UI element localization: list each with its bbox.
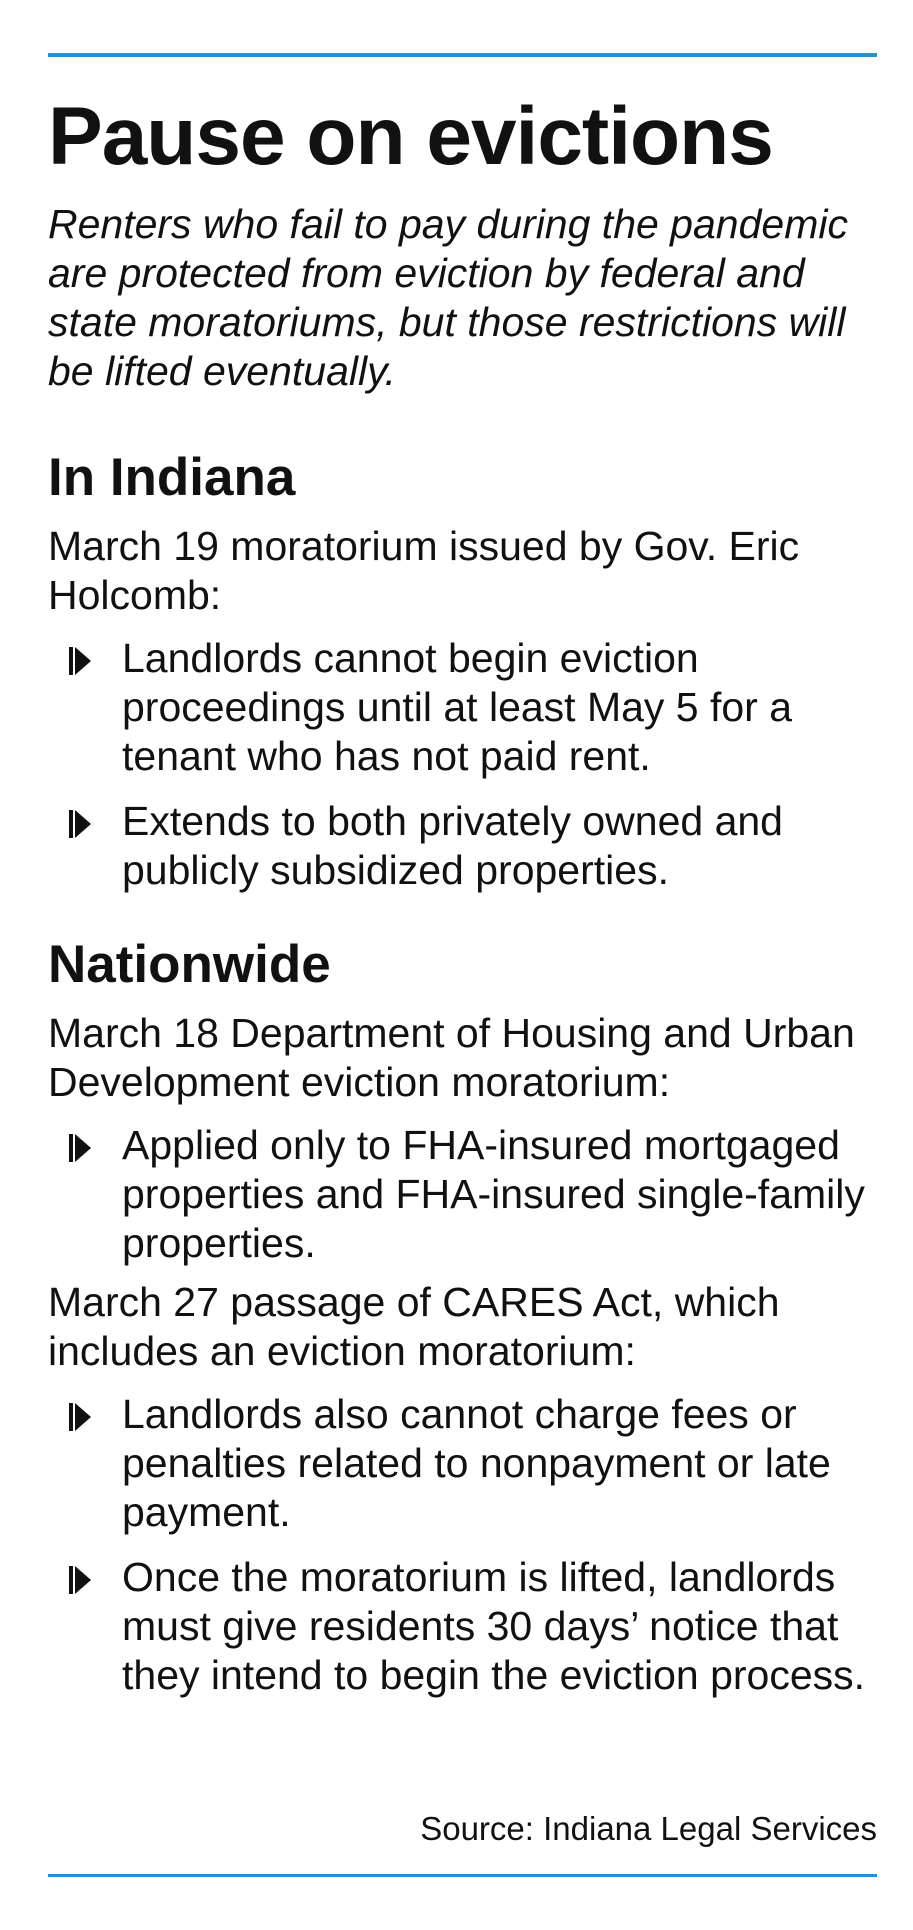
hud-lead: March 18 Department of Housing and Urban Development eviction moratorium: [48,1009,855,1105]
section-heading-nationwide: Nationwide [48,934,331,994]
bullet-marker-icon [75,1134,91,1162]
list-item-text: Extends to both privately owned and publicly subsidized properties. [122,797,783,893]
list-item-text: Applied only to FHA-insured mortgaged properties and FHA-insured single-family properties. [122,1121,865,1266]
page-title: Pause on evictions [48,91,773,182]
bullet-marker-icon [75,1403,91,1431]
section-heading-indiana: In Indiana [48,448,296,508]
list-item [122,1121,883,1268]
infobox [48,60,883,1700]
list-item [122,634,883,781]
cares-bullet-list [48,1390,883,1700]
bullet-marker-icon [75,647,91,675]
list-item-text: Once the moratorium is lifted, landlords must give residents 30 days’ notice that they intend to begin the eviction process. [122,1553,866,1698]
intro-text: Renters who fail to pay during the pandemic are protected from eviction by federal and state moratoriums, but those restrictions will be lifted eventually. [48,201,848,395]
top-rule [48,53,877,57]
list-item-text: Landlords also cannot charge fees or penalties related to nonpayment or late payment. [122,1390,831,1535]
list-item [122,1390,883,1537]
list-item [122,797,883,895]
indiana-bullet-list [48,634,883,895]
bottom-rule [48,1874,877,1877]
list-item [122,1553,883,1700]
indiana-lead: March 19 moratorium issued by Gov. Eric Holcomb: [48,522,800,618]
bullet-marker-icon [75,1566,91,1594]
list-item-text: Landlords cannot begin eviction proceedings until at least May 5 for a tenant who has not paid rent. [122,634,793,779]
cares-lead: March 27 passage of CARES Act, which includes an eviction moratorium: [48,1278,780,1374]
hud-bullet-list [48,1121,883,1268]
bullet-marker-icon [75,810,91,838]
source-credit: Source: Indiana Legal Services [420,1810,877,1847]
